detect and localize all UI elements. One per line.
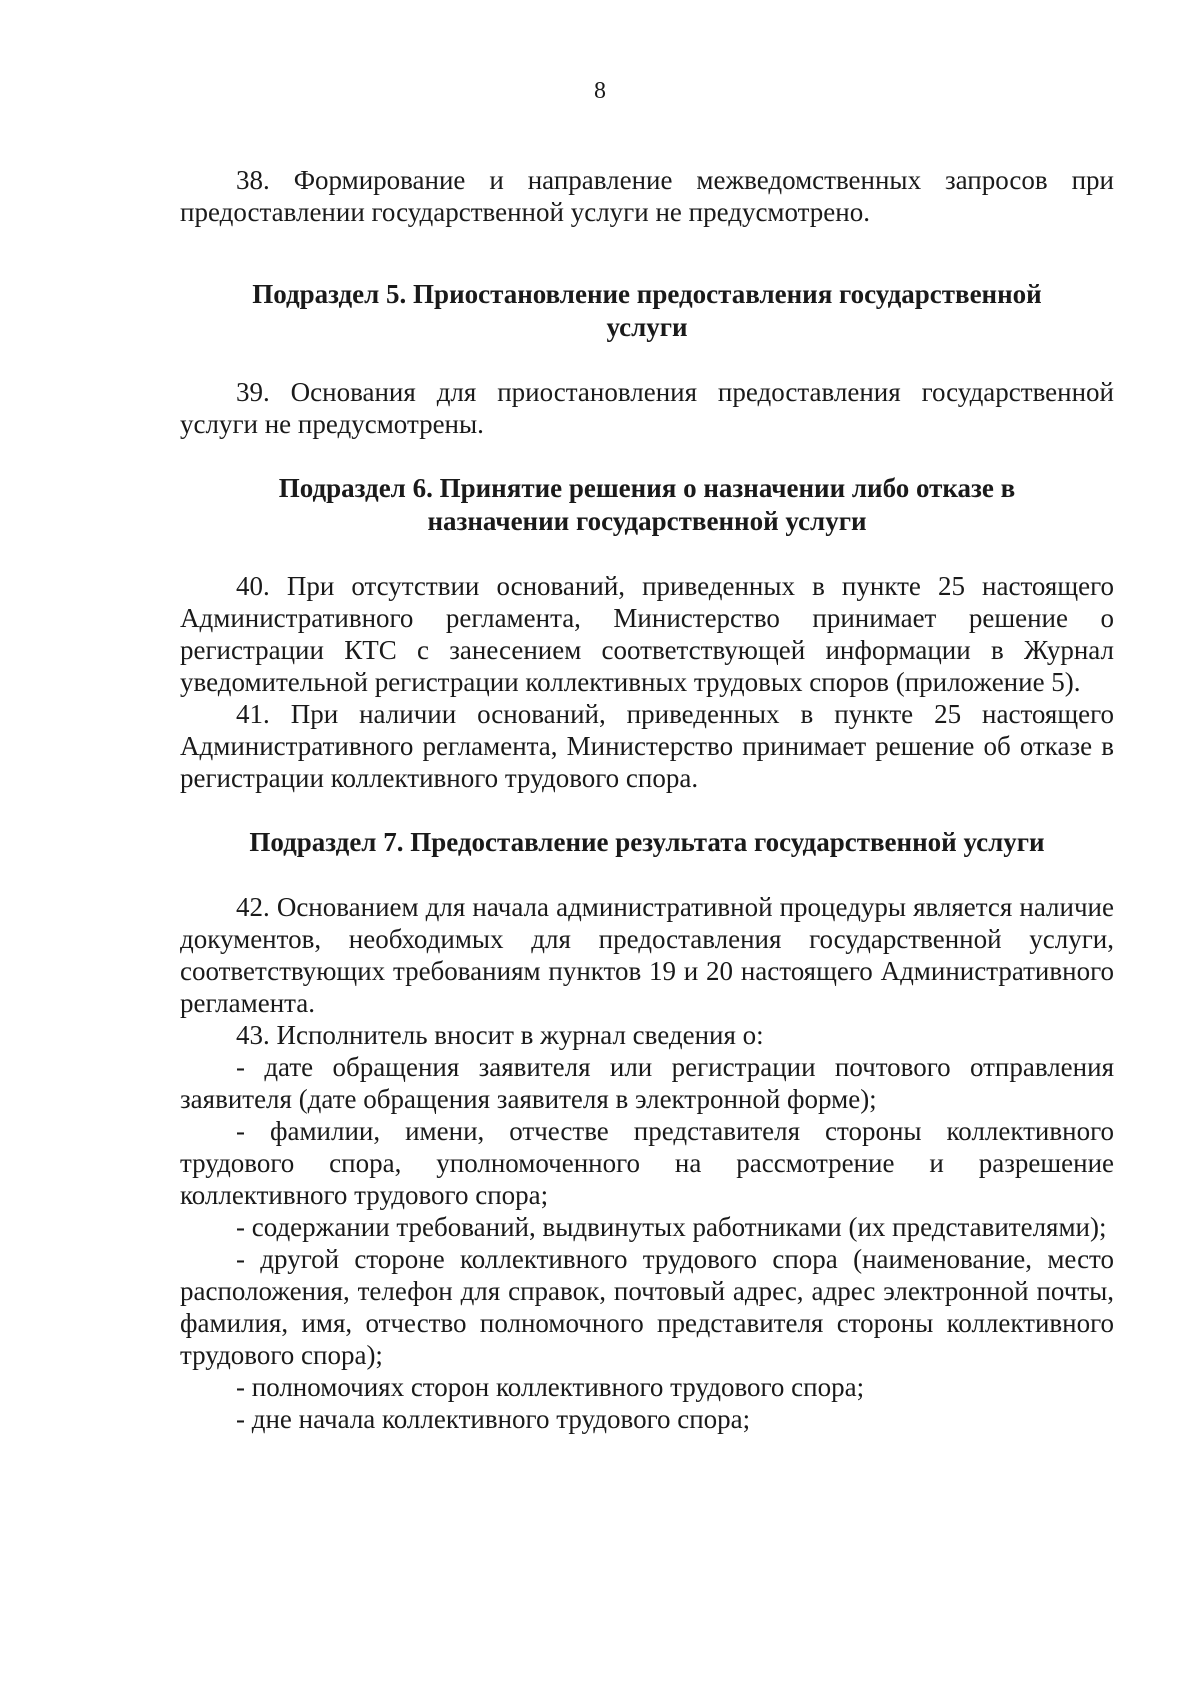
paragraph-40: 40. При отсутствии оснований, приведенных в пункте 25 настоящего Административного регламента, Министерство принимает решение о регистрации КТС с занесением соответствующей информации в Журнал уведомительной регистрации коллективных трудовых споров (приложение 5). (180, 571, 1114, 697)
document-body (180, 164, 1114, 1435)
heading-subsection-7: Подраздел 7. Предоставление результата государственной услуги (249, 827, 1045, 857)
paragraph-39: 39. Основания для приостановления предоставления государственной услуги не предусмотрены. (180, 377, 1114, 439)
journal-items-list (180, 1051, 1114, 1435)
page-number: 8 (594, 78, 606, 104)
list-item: - фамилии, имени, отчестве представителя стороны коллективного трудового спора, уполномоченного на рассмотрение и разрешение коллективного трудового спора; (180, 1116, 1114, 1210)
paragraph-41: 41. При наличии оснований, приведенных в пункте 25 настоящего Административного регламента, Министерство принимает решение об отказе в регистрации коллективного трудового спора. (180, 699, 1114, 793)
list-item: - полномочиях сторон коллективного трудового спора; (236, 1372, 865, 1402)
heading-subsection-6: Подраздел 6. Принятие решения о назначении либо отказе в назначении государственной услуги (278, 473, 1016, 536)
list-item: - другой стороне коллективного трудового спора (наименование, место расположения, телефон для справок, почтовый адрес, адрес электронной почты, фамилия, имя, отчество полномочного представителя стороны коллективного трудового спора); (180, 1244, 1114, 1370)
list-item: - дате обращения заявителя или регистрации почтового отправления заявителя (дате обращения заявителя в электронной форме); (180, 1052, 1114, 1114)
paragraph-42: 42. Основанием для начала административной процедуры является наличие документов, необходимых для предоставления государственной услуги, соответствующих требованиям пунктов 19 и 20 настоящего Административного регламента. (180, 892, 1114, 1018)
paragraph-43: 43. Исполнитель вносит в журнал сведения о: (236, 1020, 764, 1050)
list-item: - дне начала коллективного трудового спора; (236, 1404, 751, 1434)
paragraph-38: 38. Формирование и направление межведомственных запросов при предоставлении государственной услуги не предусмотрено. (180, 165, 1114, 227)
list-item: - содержании требований, выдвинутых работниками (их представителями); (236, 1212, 1107, 1242)
heading-subsection-5: Подраздел 5. Приостановление предоставления государственной услуги (252, 279, 1042, 342)
